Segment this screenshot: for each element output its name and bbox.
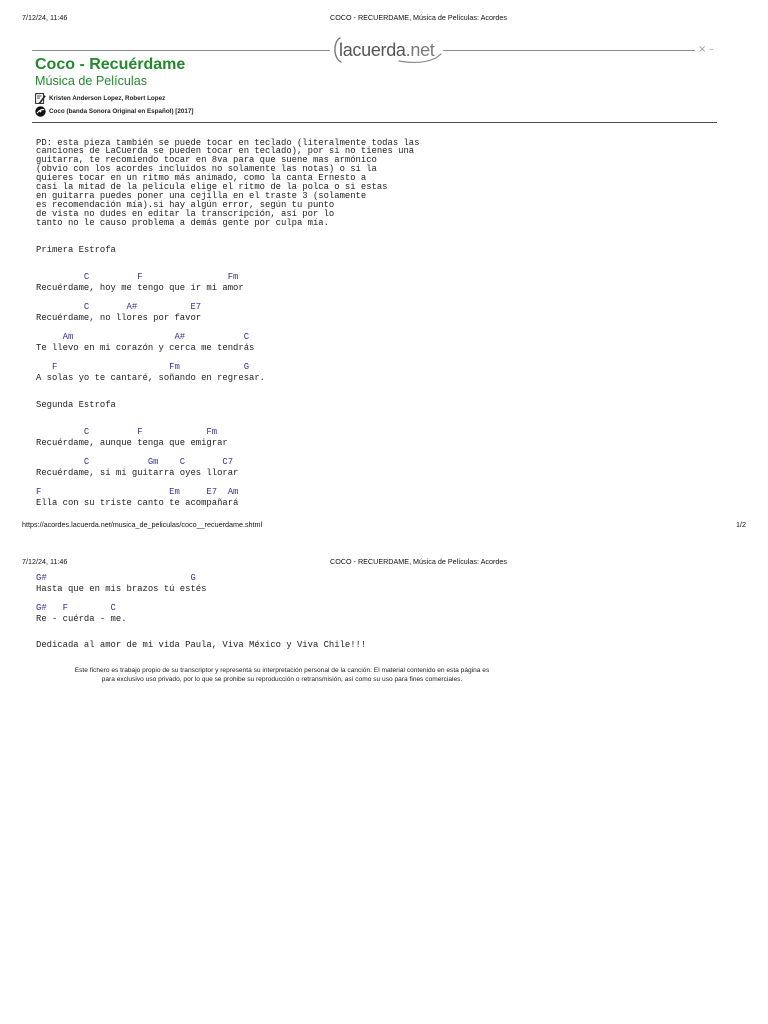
chord-lyric-pair [36, 332, 265, 354]
logo-text [339, 36, 434, 64]
comment-line: de vista no dudes en editar la transcripción, así por lo [36, 208, 335, 219]
chord-line: G# G [36, 572, 196, 583]
chord-lyric-pair [36, 457, 265, 479]
content-divider [32, 122, 717, 123]
lyric-line: Re - cuérda - me. [36, 613, 127, 624]
comment-line: (obvio con los acordes incluidos no solamente las notas) o si la [36, 164, 377, 175]
chord-line: G# F C [36, 602, 116, 613]
chord-line: F Fm G [36, 361, 250, 372]
song-title: Coco - Recuérdame [35, 56, 186, 73]
lacuerda-logo[interactable] [333, 36, 443, 64]
song-authors: Kristen Anderson Lopez, Robert Lopez [49, 94, 166, 102]
album-name[interactable]: Coco (banda Sonora Original en Español) [2017] [49, 107, 194, 115]
chord-sheet-page-1 [36, 245, 265, 509]
chord-lyric-pair [36, 487, 265, 509]
disclaimer-line: para exclusivo uso privado, por lo que se prohibe su reproducción o retransmisión, así como su uso para fines comerciales. [101, 675, 463, 683]
print-footer-url[interactable]: https://acordes.lacuerda.net/musica_de_peliculas/coco__recuerdame.shtml [22, 519, 263, 529]
chord-line: C A# E7 [36, 301, 202, 312]
print-header-date: 7/12/24, 11:46 [22, 556, 68, 566]
chord-lyric-pair [36, 427, 265, 449]
print-footer-page-number: 1/2 [736, 519, 746, 529]
section-heading: Segunda Estrofa [36, 399, 116, 410]
chord-line: C F Fm [36, 271, 239, 282]
disclaimer-line: Este fichero es trabajo propio de su transcriptor y representa su interpretación personal de la canción. El material contenido en esta página es [74, 666, 490, 674]
section-heading: Primera Estrofa [36, 244, 116, 255]
comment-line: es recomendación mía).si hay algún error, según tu punto [36, 199, 335, 210]
dedication-line: Dedicada al amor de mi vida Paula, Viva México y Viva Chile!!! [36, 639, 367, 650]
comment-line: PD: esta pieza también se puede tocar en teclado (literalmente todas las [36, 137, 420, 148]
chord-lyric-pair [36, 362, 265, 384]
minimize-icon[interactable]: – [709, 44, 714, 55]
edit-icon [35, 93, 46, 104]
lyric-line: Recuérdame, aunque tenga que emigrar [36, 437, 228, 448]
comment-line: casi la mitad de la película elige el ritmo de la polca o si estas [36, 181, 388, 192]
comment-line: quieres tocar en un ritmo más animado, como la canta Ernesto a [36, 173, 367, 184]
comment-line: guitarra, te recomiendo tocar en 8va para que suene mas armónico [36, 155, 377, 166]
chord-line: F Em E7 Am [36, 486, 239, 497]
authors-row [35, 93, 165, 104]
chord-lyric-pair [36, 603, 366, 625]
lyric-line: A solas yo te cantaré, soñando en regresar. [36, 372, 266, 383]
chord-lyric-pair [36, 272, 265, 294]
chord-line: C F Fm [36, 426, 218, 437]
disc-icon [35, 106, 46, 117]
print-header-date: 7/12/24, 11:46 [22, 12, 68, 22]
lyric-line: Ella con su triste canto te acompañará [36, 497, 239, 508]
print-header-title: COCO - RECUERDAME, Música de Películas: Acordes [330, 556, 507, 566]
lyric-line: Recuérdame, hoy me tengo que ir mi amor [36, 282, 244, 293]
logo-wordmark: lacuerda [339, 40, 406, 60]
logo-tld: .net [405, 40, 435, 60]
header-divider-right [443, 50, 695, 51]
header-divider-left [32, 50, 330, 51]
chord-lyric-pair [36, 302, 265, 324]
comment-line: canciones de LaCuerda se pueden tocar en teclado), por si no tienes una [36, 146, 415, 157]
lyric-line: Recuérdame, si mi guitarra oyes llorar [36, 467, 239, 478]
lyric-line: Recuérdame, no llores por favor [36, 312, 202, 323]
comment-line: tanto no le causo problema a demás gente por culpa mía. [36, 217, 329, 228]
album-row [35, 106, 194, 117]
lyric-line: Te llevo en mi corazón y cerca me tendrás [36, 342, 255, 353]
comment-line: en guitarra puedes poner una cejilla en el traste 3 (solamente [36, 190, 367, 201]
copyright-disclaimer [20, 666, 544, 684]
chord-line: Am A# C [36, 331, 250, 342]
chord-sheet-page-2 [36, 573, 366, 651]
transcriber-comment [36, 139, 419, 228]
close-icon[interactable]: × [698, 44, 707, 55]
lyric-line: Hasta que en mis brazos tú estés [36, 583, 207, 594]
artist-link[interactable]: Música de Películas [35, 74, 147, 88]
chord-line: C Gm C C7 [36, 456, 234, 467]
print-header-title: COCO - RECUERDAME, Música de Películas: Acordes [330, 12, 507, 22]
chord-lyric-pair [36, 573, 366, 595]
